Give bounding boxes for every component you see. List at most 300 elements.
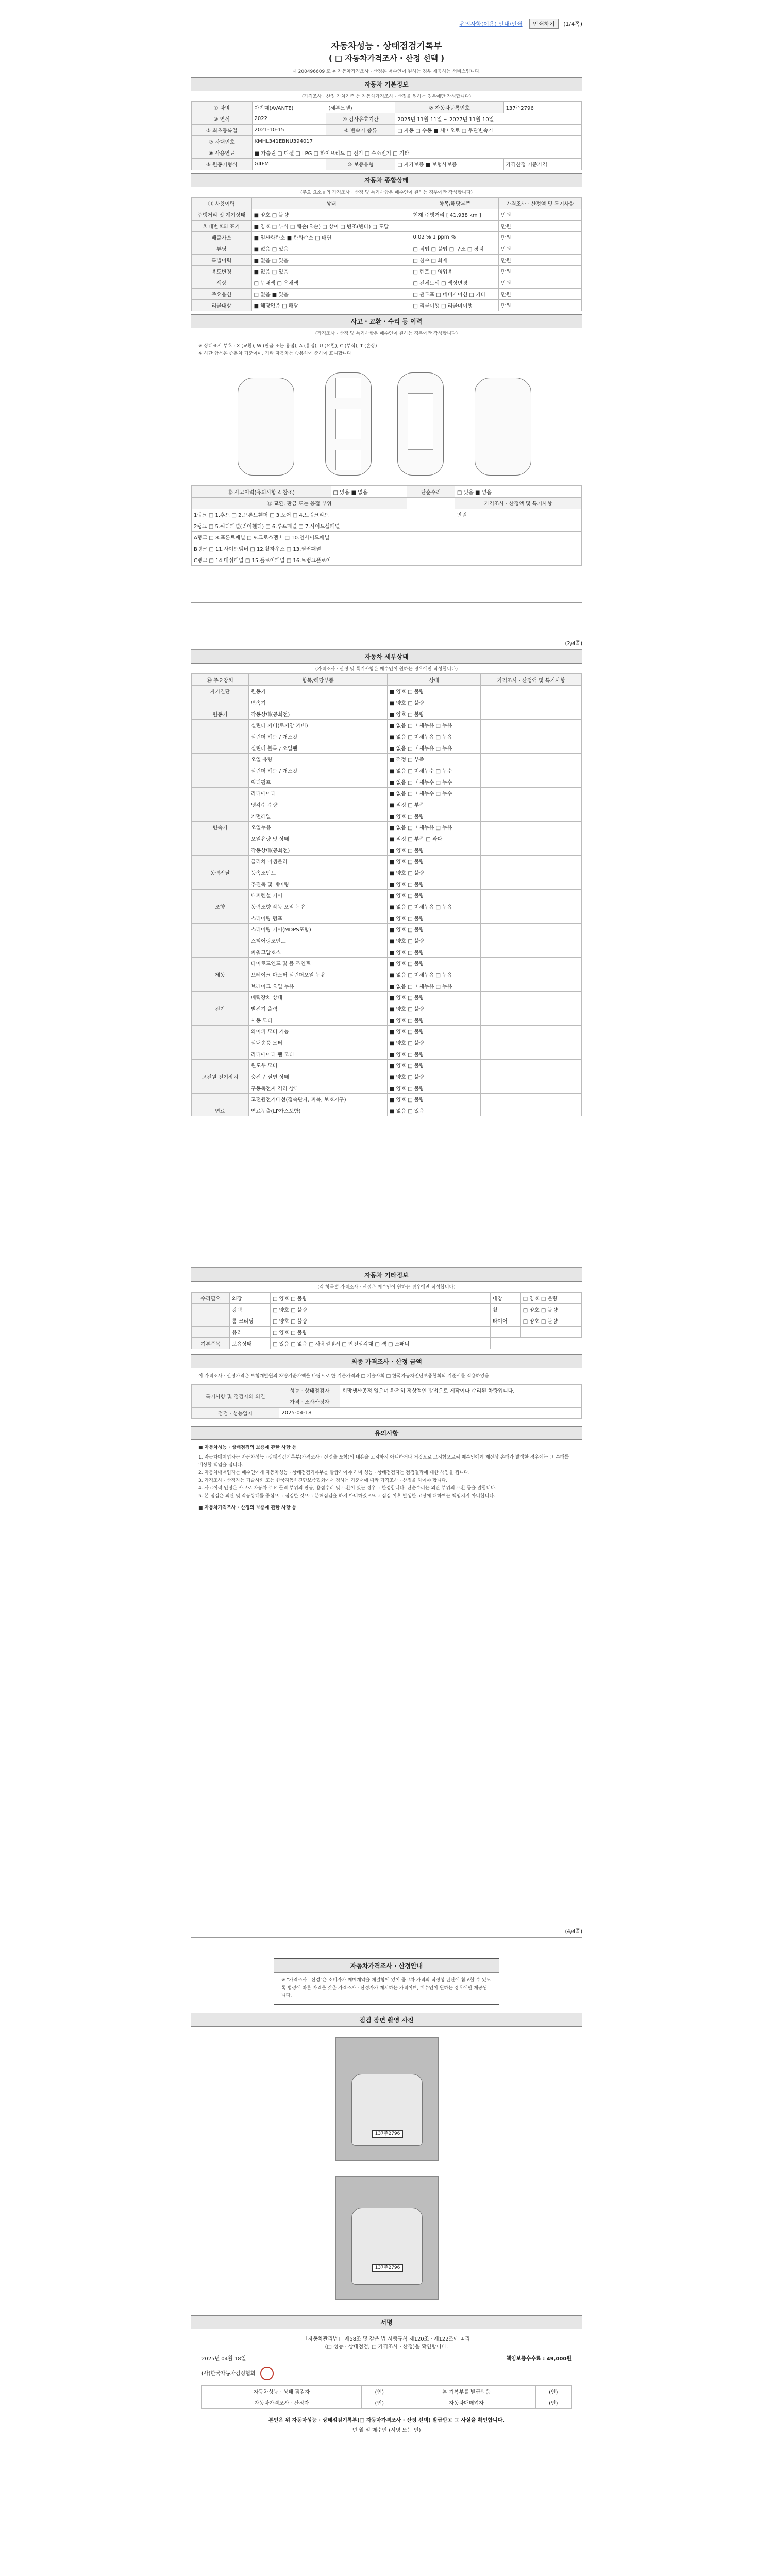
page-number: (1/4쪽) xyxy=(563,21,582,27)
item-label: 리콜대상 xyxy=(192,300,252,311)
caution-heading: ■ 자동차성능 · 상태점검의 보증에 관한 사항 등 xyxy=(198,1445,297,1450)
signature-mark: (인) xyxy=(535,2397,571,2409)
label-cell: 성능 · 상태점검자 xyxy=(279,1385,340,1396)
device-label xyxy=(192,720,249,731)
part-cell: 등속조인트 xyxy=(248,867,387,878)
label-cell: 가격조사 · 산정액 및 특기사항 xyxy=(455,498,581,509)
final-price-title: 최종 가격조사 · 산정 금액 xyxy=(191,1354,582,1368)
table-row xyxy=(192,1327,582,1338)
column-header: 가격조사 · 산정액 및 특기사항 xyxy=(499,198,582,209)
column-header: 항목/해당부품 xyxy=(411,198,499,209)
price-cell xyxy=(481,1026,582,1037)
label-cell: 가격 · 조사산정자 xyxy=(279,1396,340,1408)
floor-part xyxy=(408,393,433,450)
table-row xyxy=(192,266,582,277)
guide-link[interactable]: 유의사항(이용) 안내/인쇄 xyxy=(459,21,523,27)
value-cell xyxy=(407,498,455,509)
table-header-row xyxy=(192,198,582,209)
table-row xyxy=(192,509,582,520)
value-cell: 룸 크리닝 xyxy=(230,1315,271,1327)
price-cell xyxy=(481,844,582,856)
detail-cell xyxy=(411,221,499,232)
table-row xyxy=(192,958,582,969)
car-side-left-diagram xyxy=(238,378,294,476)
accident-legend xyxy=(191,338,582,362)
document-number-line: 제 200496609 호 ※ 자동차가격조사 · 산정은 매수인이 원하는 경우 제공하는 서비스입니다. xyxy=(292,69,481,74)
value-cell: □ 있음 ■ 없음 xyxy=(455,486,581,498)
part-cell: 오일누유 xyxy=(248,822,387,833)
device-label: 조향 xyxy=(192,901,249,912)
detail-status-table xyxy=(191,674,582,1116)
roof-part xyxy=(335,409,361,439)
hood-part xyxy=(335,378,361,398)
status-cell: ■ 양호 □ 불량 xyxy=(388,810,481,822)
price-cell: 만원 xyxy=(499,289,582,300)
page-number: (4/4쪽) xyxy=(565,1929,582,1935)
price-cell xyxy=(481,1048,582,1060)
table-row xyxy=(192,810,582,822)
status-cell: ■ 없음 □ 미세누수 □ 누수 xyxy=(388,788,481,799)
table-row xyxy=(192,1071,582,1082)
page-number: (2/4쪽) xyxy=(565,641,582,647)
price-cell: 만원 xyxy=(499,209,582,221)
device-label xyxy=(192,844,249,856)
table-row xyxy=(192,935,582,946)
table-row xyxy=(192,1026,582,1037)
signature-statement: (□ 성능 · 상태점검, □ 가격조사 · 산정)을 확인합니다. xyxy=(325,2344,448,2350)
price-cell: 만원 xyxy=(499,300,582,311)
status-cell: ■ 양호 □ 불량 xyxy=(388,912,481,924)
signer-label: 본 기록부를 발급받음 xyxy=(397,2386,535,2397)
table-row xyxy=(192,243,582,255)
part-cell: 라디에이터 xyxy=(248,788,387,799)
price-cell xyxy=(481,1105,582,1116)
print-button[interactable]: 인쇄하기 xyxy=(529,19,559,29)
table-row xyxy=(192,686,582,697)
status-cell: ■ 적정 □ 부족 xyxy=(388,799,481,810)
detail-cell: □ 전체도색 □ 색상변경 xyxy=(411,277,499,289)
table-row xyxy=(192,901,582,912)
signer-label: 자동차성능 · 상태 점검자 xyxy=(202,2386,362,2397)
top-toolbar xyxy=(191,19,582,30)
part-cell: 작동상태(공회전) xyxy=(248,844,387,856)
value-cell: □ 양호 □ 불량 xyxy=(271,1293,491,1304)
price-cell xyxy=(481,1060,582,1071)
price-cell xyxy=(481,890,582,901)
label-cell: 단순수리 xyxy=(407,486,455,498)
accident-history-note: (가격조사 · 산정 및 특기사항은 매수인이 원하는 경우에만 작성합니다) xyxy=(191,328,582,338)
item-label xyxy=(192,1327,230,1338)
device-label xyxy=(192,742,249,754)
status-cell: ■ 양호 □ 불량 xyxy=(251,209,411,221)
status-cell: ■ 해당없음 □ 해당 xyxy=(251,300,411,311)
license-plate: 137주2796 xyxy=(372,2130,403,2138)
value-cell: 내장 xyxy=(490,1293,520,1304)
price-cell xyxy=(481,822,582,833)
device-label xyxy=(192,1060,249,1071)
label-cell: ⑦ 차대번호 xyxy=(192,136,253,147)
price-cell: 만원 xyxy=(499,243,582,255)
price-cell xyxy=(481,765,582,776)
photo-section xyxy=(191,2027,582,2315)
value-cell: □ 양호 □ 불량 xyxy=(271,1304,491,1315)
caution-paragraph: 1. 자동차매매업자는 자동차성능 · 상태점검기록부(가격조사 · 산정을 포함)의 내용을 고지하지 아니하거나 거짓으로 고지함으로써 매수인에게 재산상 손해가 발생한 경우에는 그 손해를 배상할 책임을 집니다. xyxy=(198,1455,569,1468)
value-cell: 2021-10-15 xyxy=(252,125,326,136)
final-price-table xyxy=(191,1384,582,1419)
status-cell: ■ 양호 □ 불량 xyxy=(388,1071,481,1082)
value-cell: 2025년 11월 11일 ~ 2027년 11월 10일 xyxy=(395,113,582,125)
column-header: ⑭ 주요장치 xyxy=(192,674,249,686)
status-cell: □ 없음 ■ 있음 xyxy=(251,289,411,300)
table-row xyxy=(192,289,582,300)
price-cell xyxy=(481,969,582,980)
item-label: 기본품목 xyxy=(192,1338,230,1349)
table-row xyxy=(192,300,582,311)
price-cell: 만원 xyxy=(499,255,582,266)
part-cell: 브레이크 오일 누유 xyxy=(248,980,387,992)
document-title: 자동차성능 · 상태점검기록부 xyxy=(331,41,442,52)
status-cell: ■ 적정 □ 부족 □ 과다 xyxy=(388,833,481,844)
table-row xyxy=(192,697,582,708)
label-cell: ⑨ 원동기형식 xyxy=(192,159,253,170)
table-row xyxy=(192,946,582,958)
car-body-diagram xyxy=(191,362,582,486)
car-side-right-diagram xyxy=(475,378,531,476)
part-cell: 워터펌프 xyxy=(248,776,387,788)
part-cell: 클러치 어셈블리 xyxy=(248,856,387,867)
table-row xyxy=(192,209,582,221)
table-row xyxy=(192,1048,582,1060)
status-cell: ■ 없음 □ 있음 xyxy=(251,255,411,266)
part-cell: 고전원전기배선(접속단자, 피복, 보호기구) xyxy=(248,1094,387,1105)
price-cell xyxy=(481,980,582,992)
signature-title: 서명 xyxy=(191,2315,582,2329)
table-row xyxy=(192,1385,582,1396)
table-row xyxy=(192,912,582,924)
detail-status-title: 자동차 세부상태 xyxy=(191,650,582,664)
detail-cell: □ 적법 □ 불법 □ 구조 □ 장치 xyxy=(411,243,499,255)
value-cell: 휠 xyxy=(490,1304,520,1315)
device-label xyxy=(192,992,249,1003)
detail-cell: □ 렌트 □ 영업용 xyxy=(411,266,499,277)
status-cell: ■ 양호 □ 불량 xyxy=(388,878,481,890)
status-cell: ■ 일산화탄소 ■ 탄화수소 □ 매연 xyxy=(251,232,411,243)
value-cell: □ 양호 □ 불량 xyxy=(520,1293,581,1304)
item-label: 주요옵션 xyxy=(192,289,252,300)
price-cell xyxy=(481,946,582,958)
status-cell: ■ 양호 □ 불량 xyxy=(388,935,481,946)
table-row xyxy=(192,498,582,509)
column-header: ⑪ 사용이력 xyxy=(192,198,252,209)
value-cell: 아반떼(AVANTE) xyxy=(252,102,326,113)
value-cell: □ 양호 □ 불량 xyxy=(520,1304,581,1315)
price-cell xyxy=(481,992,582,1003)
photo-section-title: 점검 장면 촬영 사진 xyxy=(191,2013,582,2027)
table-row xyxy=(192,1105,582,1116)
status-cell: ■ 적정 □ 부족 xyxy=(388,754,481,765)
table-row xyxy=(192,788,582,799)
price-cell xyxy=(481,788,582,799)
value-cell: □ 양호 □ 불량 xyxy=(520,1315,581,1327)
value-cell: 외장 xyxy=(230,1293,271,1304)
overall-status-title: 자동차 종합상태 xyxy=(191,173,582,187)
table-row xyxy=(192,878,582,890)
status-cell: ■ 없음 □ 미세누유 □ 누유 xyxy=(388,901,481,912)
part-cell: 윈도우 모터 xyxy=(248,1060,387,1071)
table-row xyxy=(192,277,582,289)
caution-body xyxy=(191,1440,582,1518)
table-row xyxy=(192,232,582,243)
device-label xyxy=(192,754,249,765)
value-cell: 보유상태 xyxy=(230,1338,271,1349)
device-label xyxy=(192,912,249,924)
table-row xyxy=(192,890,582,901)
table-row xyxy=(192,1014,582,1026)
value-cell: □ 양호 □ 불량 xyxy=(271,1315,491,1327)
table-row xyxy=(192,102,582,113)
trunk-part xyxy=(335,450,361,470)
table-row xyxy=(192,856,582,867)
item-label: 튜닝 xyxy=(192,243,252,255)
table-row xyxy=(192,159,582,170)
price-guide-text: ※ "가격조사 · 산정"은 소비자가 매매계약을 체결함에 있어 중고차 가격의 적정성 판단에 참고할 수 있도록 법령에 따른 자격을 갖춘 가격조사 · 산정자가 제시하는 가격이며, 매수인이 원하는 경우에만 제공됩니다. xyxy=(281,1978,491,1998)
status-cell: ■ 양호 □ 불량 xyxy=(388,697,481,708)
price-cell xyxy=(481,686,582,697)
price-cell xyxy=(481,867,582,878)
signer-label: 자동차매매업자 xyxy=(397,2397,535,2409)
device-label xyxy=(192,1037,249,1048)
part-cell: 스티어링 기어(MDPS포함) xyxy=(248,924,387,935)
item-label: 색상 xyxy=(192,277,252,289)
table-row xyxy=(192,969,582,980)
table-row xyxy=(192,1293,582,1304)
item-label: 배출가스 xyxy=(192,232,252,243)
device-label xyxy=(192,788,249,799)
price-cell xyxy=(481,1071,582,1082)
signature-date-row xyxy=(201,2354,572,2362)
part-cell: 오일유량 및 상태 xyxy=(248,833,387,844)
price-cell xyxy=(481,731,582,742)
price-cell: 만원 xyxy=(499,232,582,243)
table-row xyxy=(192,1408,582,1419)
label-cell: ⑧ 사용연료 xyxy=(192,147,253,159)
device-label xyxy=(192,935,249,946)
label-cell: ⑩ 보증유형 xyxy=(326,159,395,170)
table-row xyxy=(192,221,582,232)
table-row xyxy=(192,1037,582,1048)
status-cell: ■ 없음 □ 미세누유 □ 누유 xyxy=(388,731,481,742)
table-row xyxy=(192,520,582,532)
status-cell: ■ 없음 □ 미세누수 □ 누수 xyxy=(388,765,481,776)
price-cell xyxy=(481,856,582,867)
part-cell: 구동축전지 격리 상태 xyxy=(248,1082,387,1094)
item-label xyxy=(192,1304,230,1315)
part-cell: 실린더 헤드 / 개스킷 xyxy=(248,765,387,776)
part-cell: 발전기 출력 xyxy=(248,1003,387,1014)
device-label xyxy=(192,833,249,844)
rank-row: 1랭크 □ 1.후드 □ 2.프론트휀더 □ 3.도어 □ 4.트렁크리드 xyxy=(192,509,455,520)
caution-title: 유의사항 xyxy=(191,1426,582,1440)
front-photo xyxy=(335,2037,439,2161)
value-cell xyxy=(340,1396,581,1408)
label-cell: ⑫ 사고이력(유의사항 4 참조) xyxy=(192,486,331,498)
table-row xyxy=(192,799,582,810)
table-row xyxy=(192,776,582,788)
price-guide-title: 자동차가격조사 · 산정안내 xyxy=(274,1959,499,1973)
footer-sign-line: 년 월 일 매수인 (서명 또는 인) xyxy=(352,2428,421,2433)
status-cell: ■ 양호 □ 불량 xyxy=(388,992,481,1003)
value-cell: □ 있음 ■ 없음 xyxy=(331,486,407,498)
company-name: (사)한국자동차검정협회 xyxy=(201,2371,256,2377)
device-label xyxy=(192,890,249,901)
part-cell: 변속기 xyxy=(248,697,387,708)
status-cell: ■ 양호 □ 불량 xyxy=(388,1014,481,1026)
signature-area xyxy=(191,2329,582,2438)
table-row xyxy=(192,833,582,844)
table-row xyxy=(192,1315,582,1327)
price-cell xyxy=(455,543,581,554)
table-row xyxy=(192,754,582,765)
price-cell xyxy=(481,912,582,924)
device-label xyxy=(192,697,249,708)
legend-text: ※ 하단 항목은 승용차 기준이며, 기타 자동차는 승용차에 준하여 표시합니다 xyxy=(198,351,351,357)
table-row xyxy=(192,1304,582,1315)
price-cell xyxy=(481,742,582,754)
table-row xyxy=(192,532,582,543)
misc-info-title: 자동차 기타정보 xyxy=(191,1268,582,1282)
value-cell: □ 자동 □ 수동 ■ 세미오토 □ 무단변속기 xyxy=(395,125,582,136)
status-cell: ■ 양호 □ 불량 xyxy=(388,1082,481,1094)
part-cell: 실린더 헤드 / 개스킷 xyxy=(248,731,387,742)
overall-status-table xyxy=(191,197,582,311)
signer-table xyxy=(201,2385,572,2409)
status-cell: ■ 양호 □ 불량 xyxy=(388,844,481,856)
table-row xyxy=(192,708,582,720)
company-seal-icon xyxy=(260,2367,274,2380)
status-cell: ■ 양호 □ 불량 xyxy=(388,708,481,720)
price-cell xyxy=(481,878,582,890)
signature-statement: 「자동차관리법」 제58조 및 같은 법 시행규칙 제120조 · 제122조에 따라 xyxy=(303,2336,470,2342)
part-cell: 커먼레일 xyxy=(248,810,387,822)
value-cell: 타이어 xyxy=(490,1315,520,1327)
part-cell: 동력조향 작동 오일 누유 xyxy=(248,901,387,912)
issue-date: 2025년 04월 18일 xyxy=(201,2356,246,2362)
table-row xyxy=(192,980,582,992)
device-label xyxy=(192,856,249,867)
table-row xyxy=(192,822,582,833)
part-cell: 시동 모터 xyxy=(248,1014,387,1026)
value-cell xyxy=(490,1327,520,1338)
table-row xyxy=(202,2386,572,2397)
device-label xyxy=(192,1082,249,1094)
value-cell: 2022 xyxy=(252,113,326,125)
accident-summary-table xyxy=(191,486,582,566)
table-row xyxy=(192,867,582,878)
part-cell: 실내송풍 모터 xyxy=(248,1037,387,1048)
table-row xyxy=(192,1082,582,1094)
price-cell xyxy=(481,720,582,731)
item-label: 용도변경 xyxy=(192,266,252,277)
status-cell: ■ 없음 □ 미세누유 □ 누유 xyxy=(388,742,481,754)
column-header: 상태 xyxy=(251,198,411,209)
caution-paragraph: 4. 사고이력 인정은 사고로 자동차 주요 골격 부위의 판금, 용접수리 및 교환이 있는 경우로 한정합니다. 단순수리는 외판 부위의 교환 등을 말합니다. xyxy=(198,1486,497,1491)
device-label xyxy=(192,810,249,822)
part-cell: 냉각수 수량 xyxy=(248,799,387,810)
table-row xyxy=(192,147,582,159)
device-label xyxy=(192,924,249,935)
basic-info-note: (가격조사 · 산정 가치기준 등 자동차가격조사 · 산정을 원하는 경우에만 작성합니다) xyxy=(191,91,582,101)
table-row xyxy=(192,543,582,554)
part-cell: 라디에이터 팬 모터 xyxy=(248,1048,387,1060)
status-cell: ■ 없음 □ 있음 xyxy=(251,243,411,255)
price-cell xyxy=(481,708,582,720)
table-header-row xyxy=(192,674,582,686)
price-cell xyxy=(481,776,582,788)
status-cell: ■ 양호 □ 불량 xyxy=(388,1026,481,1037)
table-row xyxy=(192,136,582,147)
price-cell xyxy=(481,935,582,946)
device-label xyxy=(192,799,249,810)
item-label xyxy=(192,1315,230,1327)
signature-mark: (인) xyxy=(362,2386,397,2397)
status-cell: ■ 양호 □ 불량 xyxy=(388,1094,481,1105)
price-cell xyxy=(481,1003,582,1014)
price-cell: 만원 xyxy=(499,277,582,289)
page-4 xyxy=(191,1937,582,2514)
price-cell xyxy=(481,799,582,810)
table-row xyxy=(192,125,582,136)
misc-info-table xyxy=(191,1292,582,1349)
status-cell: ■ 양호 □ 불량 xyxy=(388,924,481,935)
detail-cell: 현재 주행거리 [ 41,938 km ] xyxy=(411,209,499,221)
caution-paragraph: 2. 자동차매매업자는 매수인에게 자동차성능 · 상태점검기록부를 발급하여야 하며 성능 · 상태점검자는 점검결과에 대한 책임을 집니다. xyxy=(198,1470,470,1476)
price-cell xyxy=(481,697,582,708)
table-row xyxy=(192,255,582,266)
detail-cell: 0.02 % 1 ppm % xyxy=(411,232,499,243)
part-cell: 오일 유량 xyxy=(248,754,387,765)
label-cell: 특기사항 및 점검자의 의견 xyxy=(192,1385,279,1408)
price-cell xyxy=(481,754,582,765)
table-row xyxy=(192,992,582,1003)
value-cell: 2025-04-18 xyxy=(279,1408,582,1419)
table-row xyxy=(192,731,582,742)
caution-paragraph: 5. 본 점검은 외관 및 작동상태를 중심으로 점검한 것으로 분해점검을 하지 아니하였으므로 점검 이후 발생한 고장에 대하여는 책임지지 아니합니다. xyxy=(198,1494,495,1499)
table-row xyxy=(192,1003,582,1014)
device-label: 원동기 xyxy=(192,708,249,720)
detail-cell: □ 리콜이행 □ 리콜미이행 xyxy=(411,300,499,311)
price-cell xyxy=(481,833,582,844)
status-cell: ■ 양호 □ 불량 xyxy=(388,890,481,901)
part-cell: 연료누출(LP가스포함) xyxy=(248,1105,387,1116)
status-cell: ■ 없음 □ 있음 xyxy=(251,266,411,277)
rank-row: 2랭크 □ 5.쿼터패널(리어휀더) □ 6.루프패널 □ 7.사이드실패널 xyxy=(192,520,455,532)
device-label xyxy=(192,1048,249,1060)
price-cell xyxy=(481,901,582,912)
rank-row: B랭크 □ 11.사이드멤버 □ 12.휠하우스 □ 13.필러패널 xyxy=(192,543,455,554)
page-1 xyxy=(191,31,582,603)
rank-row: C랭크 □ 14.대쉬패널 □ 15.플로어패널 □ 16.트렁크플로어 xyxy=(192,554,455,566)
status-cell: ■ 없음 □ 미세누유 □ 누유 xyxy=(388,822,481,833)
price-cell xyxy=(481,1037,582,1048)
footer-statement: 본인은 위 자동차성능 · 상태점검기록부(□ 자동차가격조사 · 산정 선택) 발급받고 그 사실을 확인합니다. xyxy=(268,2418,505,2424)
device-label xyxy=(192,1026,249,1037)
price-cell: 만원 xyxy=(499,221,582,232)
page-3 xyxy=(191,1267,582,1834)
value-cell: ■ 가솔린 □ 디젤 □ LPG □ 하이브리드 □ 전기 □ 수소전기 □ 기타 xyxy=(252,147,581,159)
device-label: 자기진단 xyxy=(192,686,249,697)
table-row xyxy=(202,2397,572,2409)
accident-history-title: 사고 · 교환 · 수리 등 이력 xyxy=(191,314,582,328)
